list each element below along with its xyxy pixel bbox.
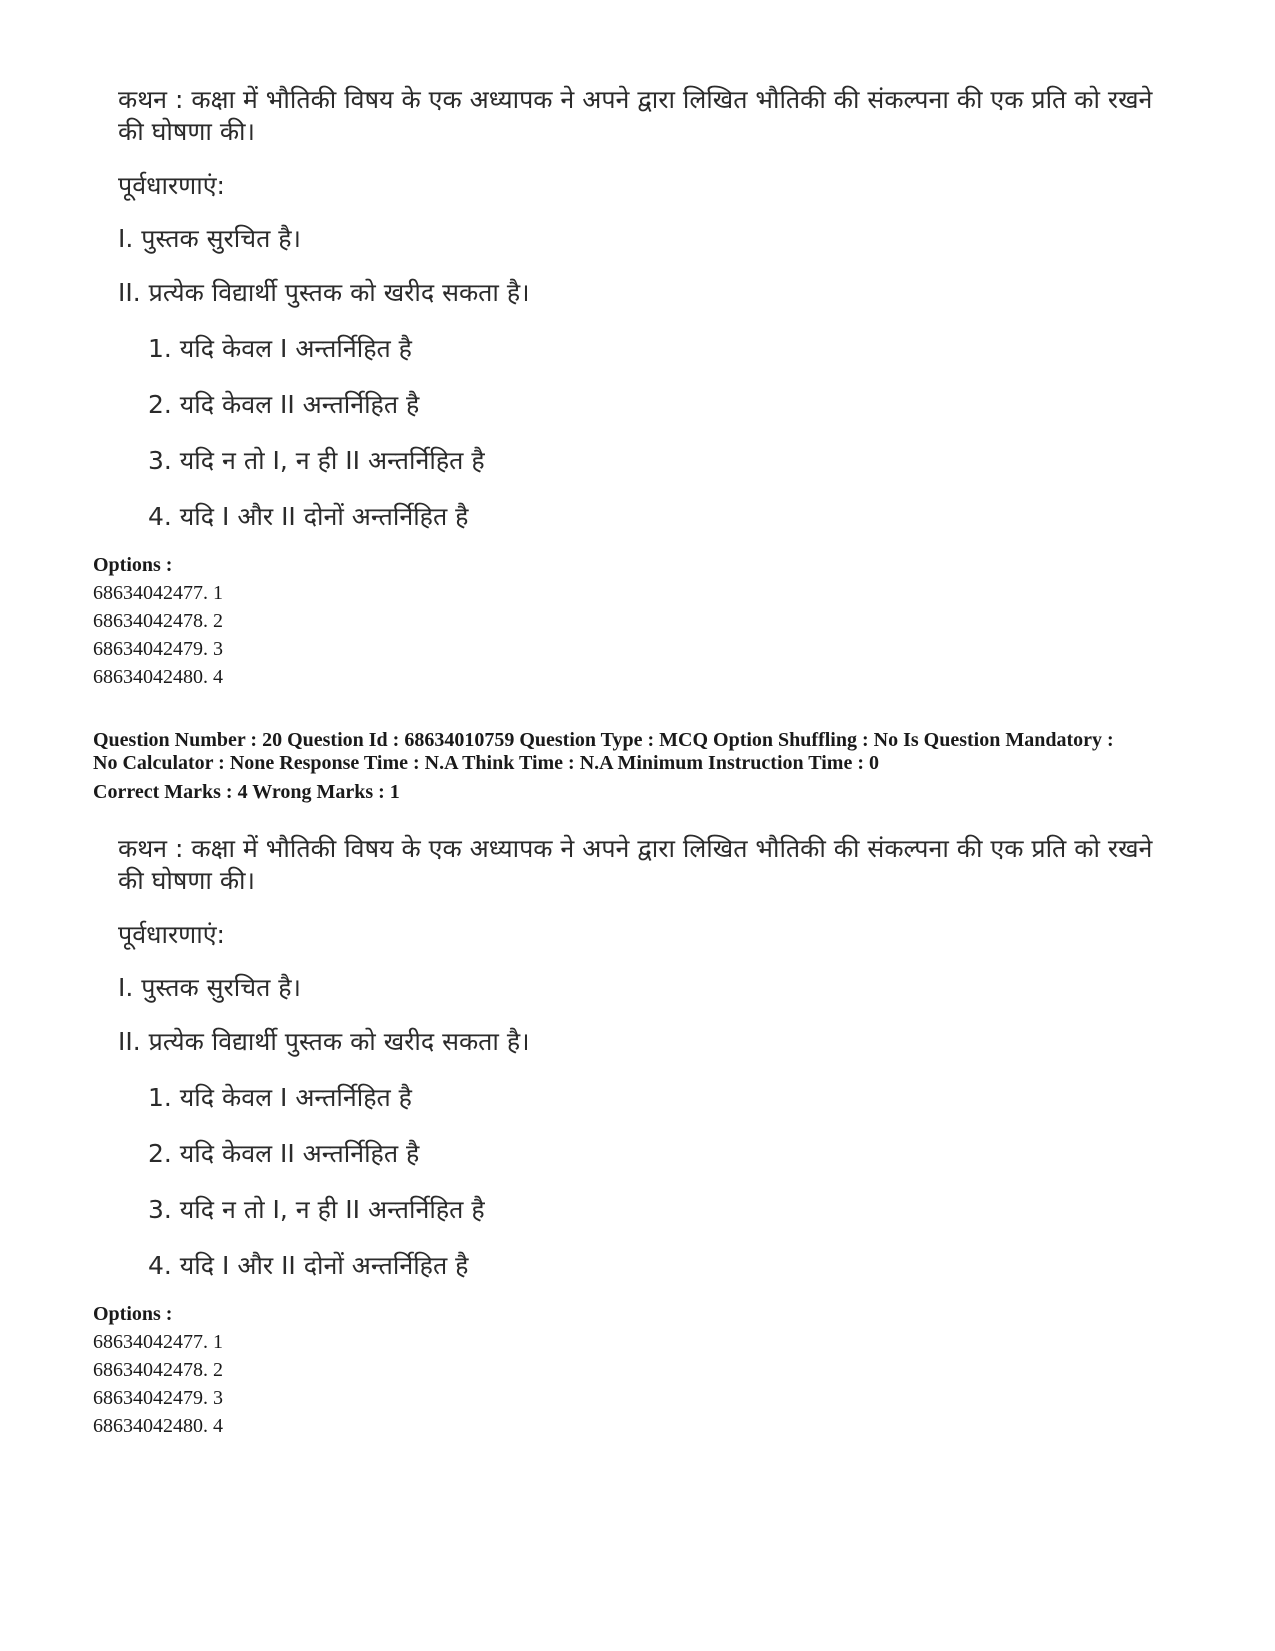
- choice-2: 2. यदि केवल II अन्तर्निहित है: [148, 390, 420, 419]
- choice-4: 4. यदि I और II दोनों अन्तर्निहित है: [148, 1251, 469, 1280]
- assumption-1: I. पुस्तक सुरचित है।: [118, 224, 302, 253]
- assumptions-heading: पूर्वधारणाएं:: [118, 171, 225, 200]
- option-item: 68634042477. 1: [93, 582, 223, 604]
- choice-2: 2. यदि केवल II अन्तर्निहित है: [148, 1139, 420, 1168]
- choice-1: 1. यदि केवल I अन्तर्निहित है: [148, 334, 412, 363]
- option-item: 68634042477. 1: [93, 1331, 223, 1353]
- option-item: 68634042478. 2: [93, 610, 223, 632]
- question-meta-line-2: No Calculator : None Response Time : N.A Think Time : N.A Minimum Instruction Time : 0: [93, 752, 879, 774]
- option-item: 68634042480. 4: [93, 1415, 223, 1437]
- question-statement: कथन : कक्षा में भौतिकी विषय के एक अध्यापक ने अपने द्वारा लिखित भौतिकी की संकल्पना की एक प्रति को रखने की घोषणा की।: [118, 834, 1153, 895]
- choice-3: 3. यदि न तो I, न ही II अन्तर्निहित है: [148, 1195, 485, 1224]
- choice-4: 4. यदि I और II दोनों अन्तर्निहित है: [148, 502, 469, 531]
- option-item: 68634042479. 3: [93, 638, 223, 660]
- option-item: 68634042478. 2: [93, 1359, 223, 1381]
- question-marks: Correct Marks : 4 Wrong Marks : 1: [93, 781, 400, 803]
- options-label: Options :: [93, 1303, 173, 1325]
- question-statement: कथन : कक्षा में भौतिकी विषय के एक अध्यापक ने अपने द्वारा लिखित भौतिकी की संकल्पना की एक प्रति को रखने की घोषणा की।: [118, 85, 1153, 146]
- assumption-1: I. पुस्तक सुरचित है।: [118, 973, 302, 1002]
- options-label: Options :: [93, 554, 173, 576]
- choice-3: 3. यदि न तो I, न ही II अन्तर्निहित है: [148, 446, 485, 475]
- assumptions-heading: पूर्वधारणाएं:: [118, 920, 225, 949]
- assumption-2: II. प्रत्येक विद्यार्थी पुस्तक को खरीद सकता है।: [118, 278, 530, 307]
- assumption-2: II. प्रत्येक विद्यार्थी पुस्तक को खरीद सकता है।: [118, 1027, 530, 1056]
- choice-1: 1. यदि केवल I अन्तर्निहित है: [148, 1083, 412, 1112]
- question-meta-line-1: Question Number : 20 Question Id : 68634010759 Question Type : MCQ Option Shuffling : No Is Question Mandatory :: [93, 729, 1114, 751]
- option-item: 68634042480. 4: [93, 666, 223, 688]
- option-item: 68634042479. 3: [93, 1387, 223, 1409]
